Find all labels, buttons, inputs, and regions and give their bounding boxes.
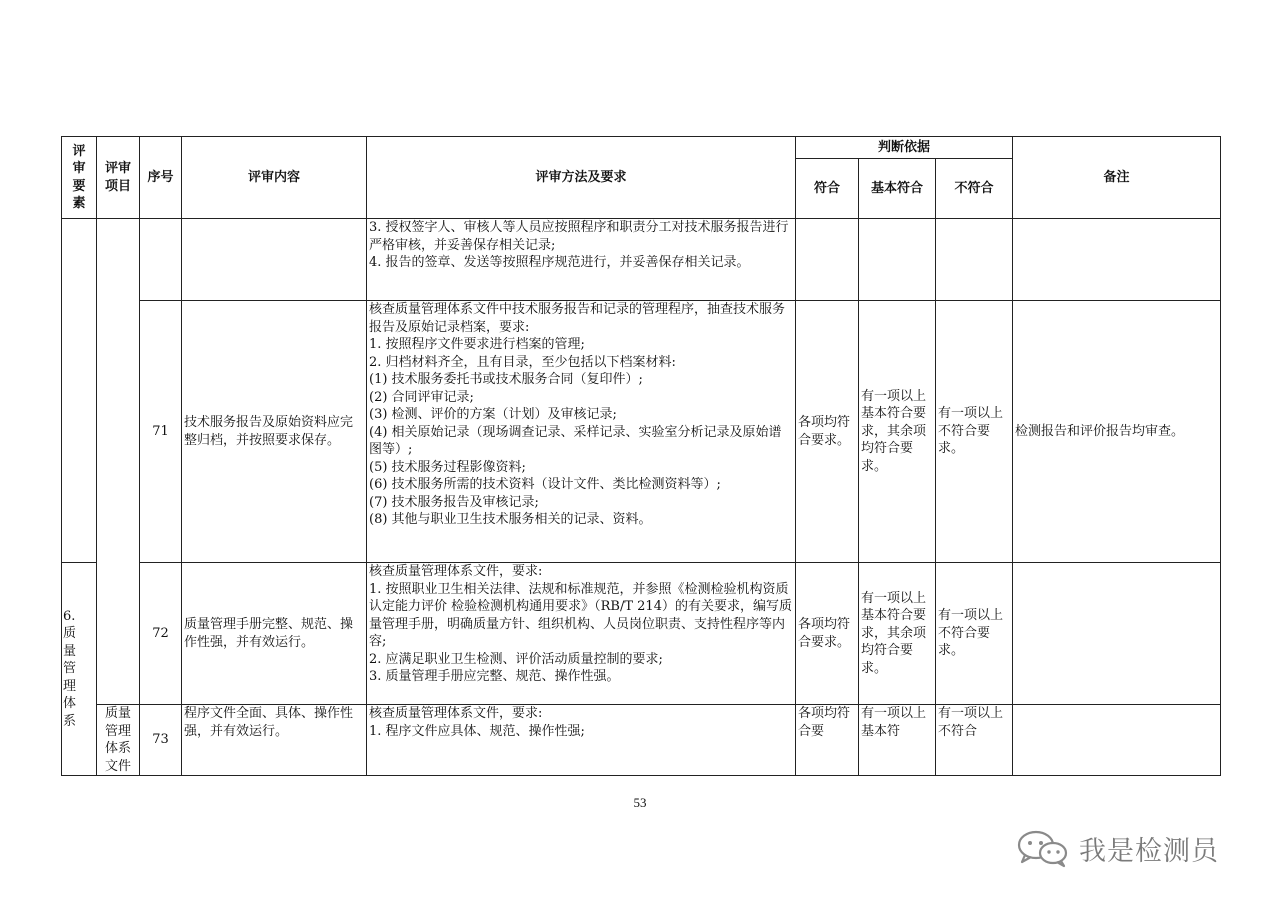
review-table	[61, 136, 1221, 776]
header-basis: 判断依据	[796, 137, 1013, 159]
seq-cell: 72	[140, 563, 182, 705]
method-cell: 核查质量管理体系文件，要求: 1. 程序文件应具体、规范、操作性强;	[367, 705, 796, 776]
element-cell: 6. 质 量 管 理 体 系	[62, 563, 97, 776]
remark-cell: 检测报告和评价报告均审查。	[1013, 301, 1221, 563]
basic-cell	[859, 219, 936, 301]
conform-cell: 各项均符合要求。	[796, 301, 859, 563]
content-cell: 质量管理手册完整、规范、操作性强，并有效运行。	[182, 563, 367, 705]
remark-cell	[1013, 563, 1221, 705]
watermark	[1015, 828, 1219, 868]
page-number: 53	[633, 795, 647, 810]
nonconform-cell: 有一项以上不符合要求。	[936, 563, 1013, 705]
seq-cell	[140, 219, 182, 301]
header-nonconform: 不符合	[936, 159, 1013, 219]
item-cell-empty	[97, 219, 140, 705]
seq-cell: 71	[140, 301, 182, 563]
content-cell	[182, 219, 367, 301]
header-item: 评审 项目	[97, 137, 140, 219]
method-cell: 核查质量管理体系文件中技术服务报告和记录的管理程序，抽查技术服务报告及原始记录档案，要求: 1. 按照程序文件要求进行档案的管理; 2. 归档材料齐全，且有目录，至少包括以下档案材料: (1) 技术服务委托书或技术服务合同（复印件）; (2) 合同评审记录; (3) 检测、评价的方案（计划）及审核记录; (4) 相关原始记录（现场调查记录、采样记录、实验室分析记录及原始谱图等）; (5) 技术服务过程影像资料; (6) 技术服务所需的技术资料（设计文件、类比检测资料等）; (7) 技术服务报告及审核记录; (8) 其他与职业卫生技术服务相关的记录、资料。	[367, 301, 796, 563]
content-cell: 技术服务报告及原始资料应完整归档，并按照要求保存。	[182, 301, 367, 563]
header-basic: 基本符合	[859, 159, 936, 219]
watermark-text: 我是检测员	[1079, 835, 1219, 867]
table-row	[62, 705, 1221, 776]
header-remark: 备注	[1013, 137, 1221, 219]
remark-cell	[1013, 705, 1221, 776]
header-element: 评 审 要 素	[62, 137, 97, 219]
content-cell: 程序文件全面、具体、操作性强，并有效运行。	[182, 705, 367, 776]
method-cell: 3. 授权签字人、审核人等人员应按照程序和职责分工对技术服务报告进行严格审核，并妥善保存相关记录; 4. 报告的签章、发送等按照程序规范进行，并妥善保存相关记录。	[367, 219, 796, 301]
header-method: 评审方法及要求	[367, 137, 796, 219]
basic-cell: 有一项以上基本符合要求，其余项均符合要求。	[859, 563, 936, 705]
header-content: 评审内容	[182, 137, 367, 219]
basic-cell: 有一项以上基本符合要求，其余项均符合要求。	[859, 301, 936, 563]
table-row	[62, 563, 1221, 705]
header-conform: 符合	[796, 159, 859, 219]
nonconform-cell	[936, 219, 1013, 301]
conform-cell	[796, 219, 859, 301]
element-cell-empty	[62, 219, 97, 563]
method-cell: 核查质量管理体系文件，要求: 1. 按照职业卫生相关法律、法规和标准规范，并参照《检测检验机构资质认定能力评价 检验检测机构通用要求》（RB/T 214）的有关要求，编写质量管理手册，明确质量方针、组织机构、人员岗位职责、支持性程序等内容; 2. 应满足职业卫生检测、评价活动质量控制的要求; 3. 质量管理手册应完整、规范、操作性强。	[367, 563, 796, 705]
header-seq: 序号	[140, 137, 182, 219]
basic-cell: 有一项以上基本符	[859, 705, 936, 776]
table-row	[62, 301, 1221, 563]
nonconform-cell: 有一项以上不符合要求。	[936, 301, 1013, 563]
seq-cell: 73	[140, 705, 182, 776]
remark-cell	[1013, 219, 1221, 301]
conform-cell: 各项均符合要求。	[796, 563, 859, 705]
table-row	[62, 219, 1221, 301]
conform-cell: 各项均符合要	[796, 705, 859, 776]
nonconform-cell: 有一项以上不符合	[936, 705, 1013, 776]
wechat-icon	[1015, 828, 1071, 868]
item-cell: 质量 管理 体系 文件	[97, 705, 140, 776]
